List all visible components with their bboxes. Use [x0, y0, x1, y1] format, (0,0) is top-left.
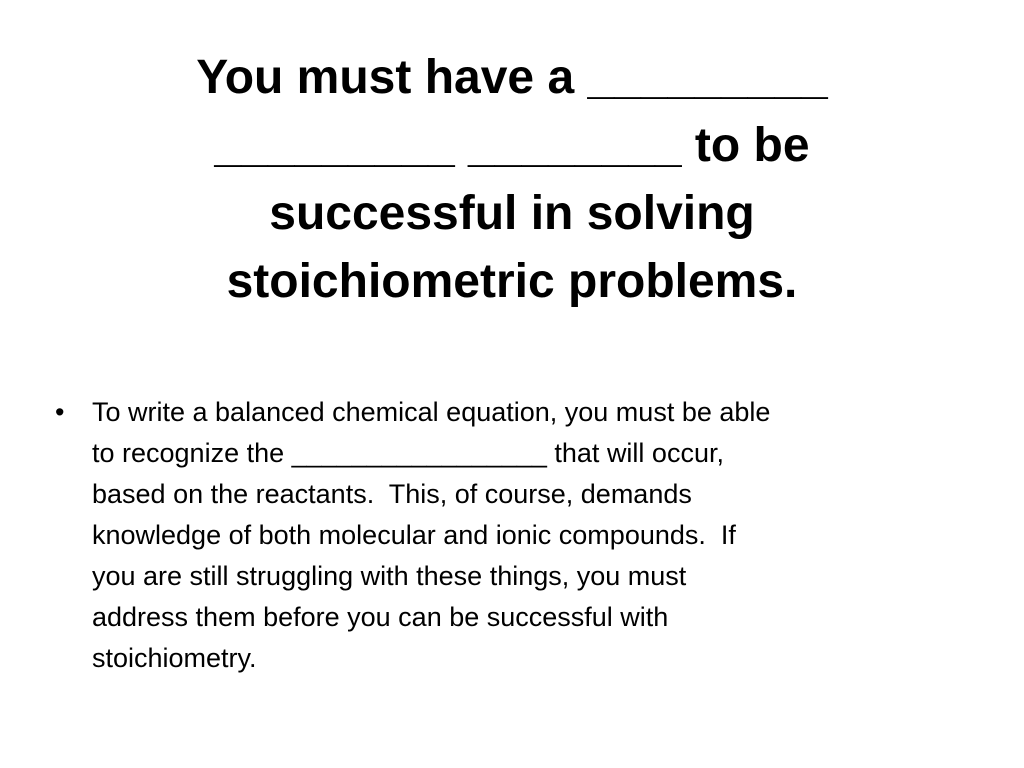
bullet-line-3: based on the reactants. This, of course, demands [92, 479, 692, 509]
title-line-3: successful in solving [269, 187, 755, 240]
bullet-line-6: address them before you can be successful with [92, 602, 669, 632]
slide-title [60, 44, 964, 316]
bullet-line-7: stoichiometry. [92, 643, 257, 673]
bullet-line-1: To write a balanced chemical equation, you must be able [92, 397, 771, 427]
bullet-line-2: to recognize the _________________ that will occur, [92, 438, 724, 468]
bullet-item [52, 392, 972, 679]
bullet-line-4: knowledge of both molecular and ionic compounds. If [92, 520, 736, 550]
title-line-2: _________ ________ to be [214, 119, 810, 172]
title-line-1: You must have a _________ [196, 51, 828, 104]
bullet-line-5: you are still struggling with these things, you must [92, 561, 687, 591]
bullet-marker: • [55, 397, 65, 427]
title-line-4: stoichiometric problems. [226, 255, 798, 308]
slide-body-list [52, 392, 972, 679]
